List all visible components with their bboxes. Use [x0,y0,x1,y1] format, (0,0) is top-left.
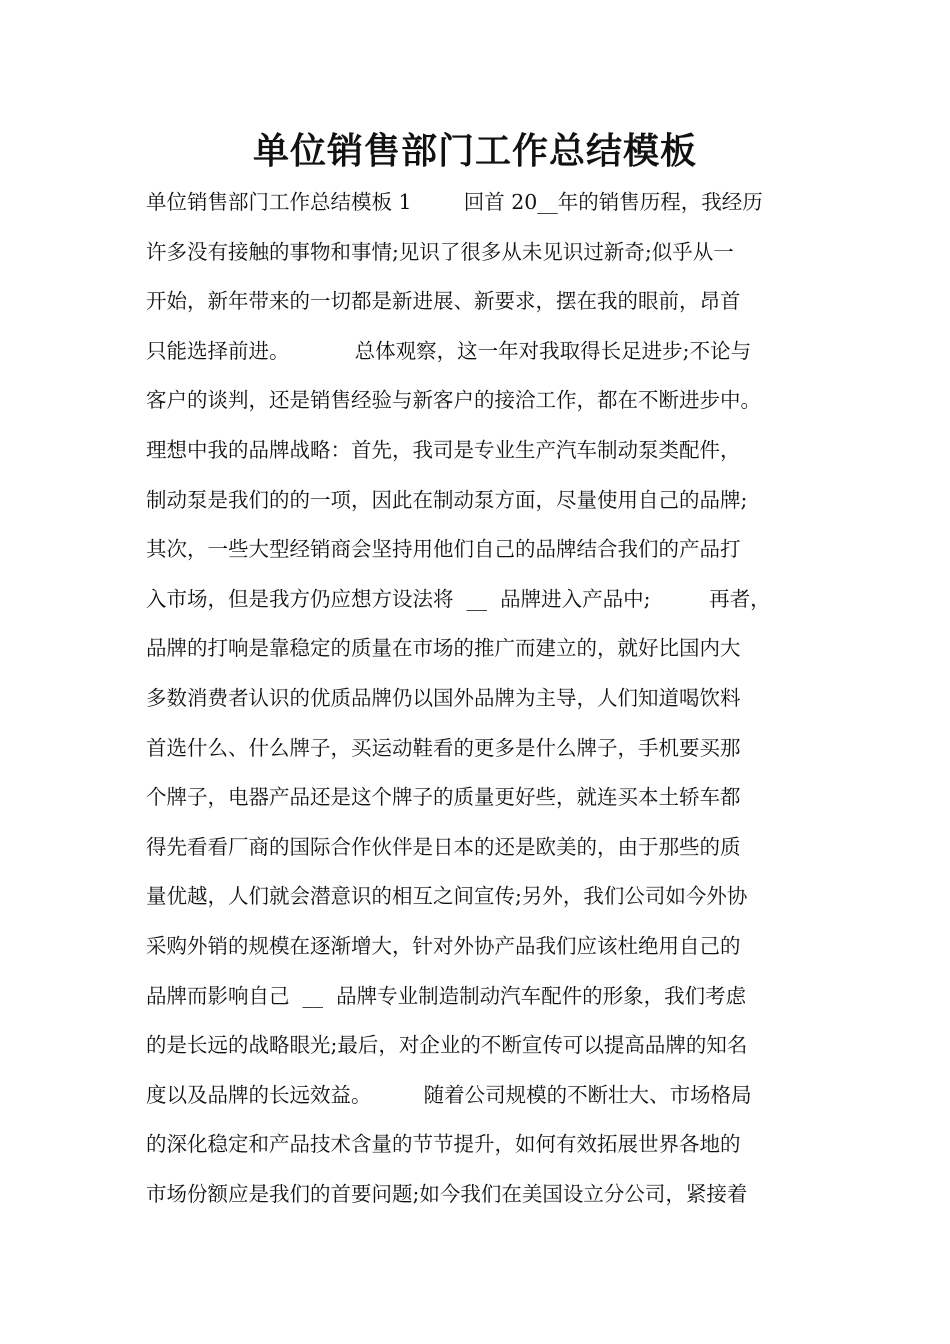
text-line: 品牌而影响自己 __ 品牌专业制造制动汽车配件的形象，我们考虑 [146,983,747,1008]
text-line: 多数消费者认识的优质品牌仍以国外品牌为主导，人们知道喝饮料 [146,685,741,710]
text-line: 其次，一些大型经销商会坚持用他们自己的品牌结合我们的产品打 [146,537,741,562]
text-line: 量优越，人们就会潜意识的相互之间宣传;另外，我们公司如今外协 [146,884,748,909]
text-line: 个牌子，电器产品还是这个牌子的质量更好些，就连买本土轿车都 [146,785,741,810]
text-line: 度以及品牌的长远效益。 随着公司规模的不断壮大、市场格局 [146,1082,752,1107]
text-line: 入市场，但是我方仍应想方设法将 __ 品牌进入产品中; 再者， [146,586,771,611]
text-line: 开始，新年带来的一切都是新进展、新要求，摆在我的眼前，昂首 [146,289,741,314]
text-line: 的深化稳定和产品技术含量的节节提升，如何有效拓展世界各地的 [146,1132,741,1157]
text-line: 首选什么、什么牌子，买运动鞋看的更多是什么牌子，手机要买那 [146,735,741,760]
text-line: 市场份额应是我们的首要问题;如今我们在美国设立分公司，紧接着 [146,1181,748,1206]
text-line: 的是长远的战略眼光;最后，对企业的不断宣传可以提高品牌的知名 [146,1033,748,1058]
text-line: 单位销售部门工作总结模板 1 回首 20__年的销售历程，我经历 [146,190,763,214]
document-title: 单位销售部门工作总结模板 [252,131,697,172]
text-line: 品牌的打响是靠稳定的质量在市场的推广而建立的，就好比国内大 [146,636,741,661]
text-line: 许多没有接触的事物和事情;见识了很多从未见识过新奇;似乎从一 [146,239,734,264]
text-line: 客户的谈判，还是销售经验与新客户的接洽工作，都在不断进步中。 [146,388,761,413]
text-line: 采购外销的规模在逐渐增大，针对外协产品我们应该杜绝用自己的 [146,933,741,958]
text-line: 理想中我的品牌战略：首先，我司是专业生产汽车制动泵类配件， [146,437,741,462]
text-line: 得先看看厂商的国际合作伙伴是日本的还是欧美的，由于那些的质 [146,834,741,859]
text-line: 只能选择前进。 总体观察，这一年对我取得长足进步;不论与 [146,338,752,363]
text-line: 制动泵是我们的的一项，因此在制动泵方面，尽量使用自己的品牌; [146,487,748,512]
document-body [146,178,826,1219]
